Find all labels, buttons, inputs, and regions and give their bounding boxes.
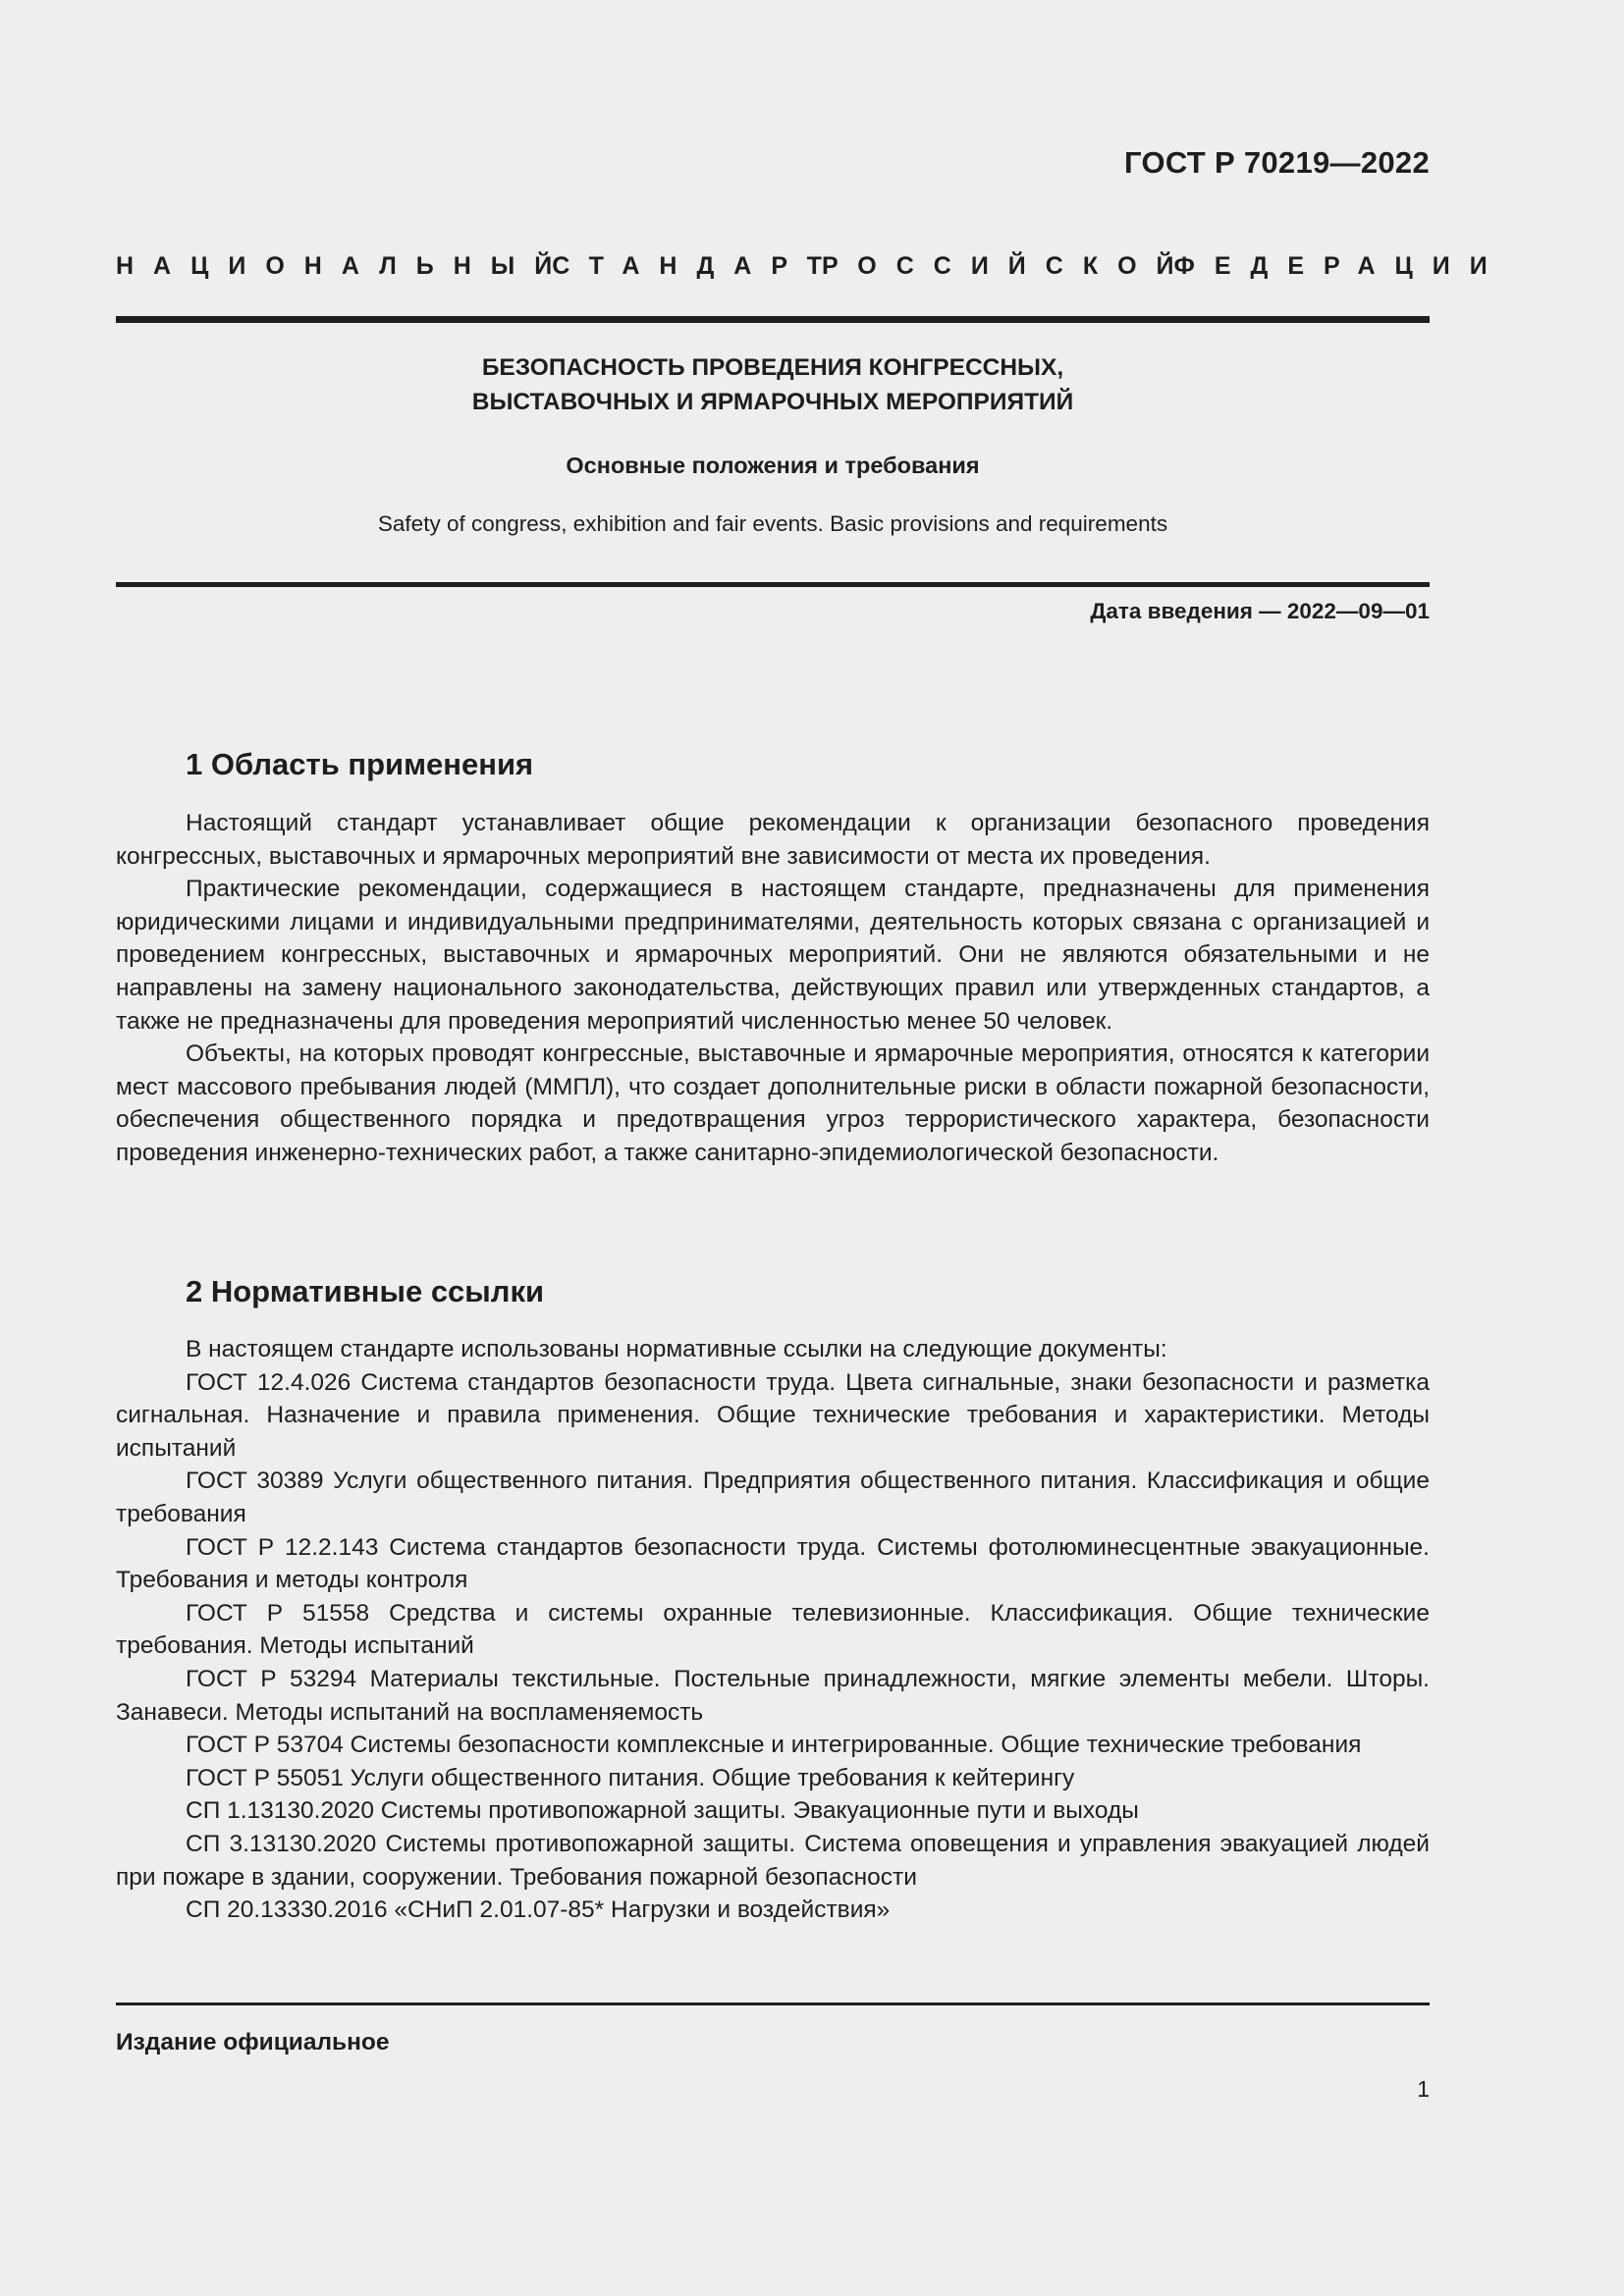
banner-word-federation: ФЕДЕРАЦИИ	[1173, 252, 1507, 280]
official-edition-label: Издание официальное	[116, 2029, 390, 2056]
page-number: 1	[1417, 2076, 1430, 2102]
banner-word-national: НАЦИОНАЛЬНЫЙ	[116, 252, 572, 280]
document-title	[116, 350, 1430, 419]
banner-word-standard: СТАНДАРТ	[552, 252, 841, 280]
reference-item: ГОСТ 30389 Услуги общественного питания. Предприятия общественного питания. Классификация и общие требования	[116, 1468, 1430, 1527]
reference-item: ГОСТ Р 53704 Системы безопасности комплексные и интегрированные. Общие технические требования	[186, 1732, 1362, 1759]
section-body-scope	[116, 807, 1430, 1170]
section-heading-normative-references: 2 Нормативные ссылки	[186, 1274, 545, 1308]
reference-item: ГОСТ Р 53294 Материалы текстильные. Постельные принадлежности, мягкие элементы мебели. Шторы. Занавеси. Методы испытаний на воспламеняемость	[116, 1665, 1430, 1726]
paragraph: Настоящий стандарт устанавливает общие рекомендации к организации безопасного проведения конгрессных, выставочных и ярмарочных мероприятий вне зависимости от места их проведения.	[116, 810, 1430, 870]
introduction-date: Дата введения — 2022—09—01	[1090, 599, 1430, 623]
paragraph: Практические рекомендации, содержащиеся в настоящем стандарте, предназначены для применения юридическими лицами и индивидуальными предпринимателями, деятельность которых связана с организацией и проведением конгрессных, выставочных и ярмарочных мероприятий. Они не являются обязательными и не направлены на замену национального законодательства, действующих правил или утвержденных стандартов, а также не предназначены для проведения мероприятий численностью менее 50 человек.	[116, 876, 1430, 1035]
reference-item: ГОСТ Р 51558 Средства и системы охранные телевизионные. Классификация. Общие технические требования. Методы испытаний	[116, 1599, 1430, 1660]
title-line-2: ВЫСТАВОЧНЫХ И ЯРМАРОЧНЫХ МЕРОПРИЯТИЙ	[471, 389, 1074, 415]
reference-item: ГОСТ 12.4.026 Система стандартов безопасности труда. Цвета сигнальные, знаки безопасности и разметка сигнальная. Назначение и правила применения. Общие технические требования и характеристики. Методы испытаний	[116, 1368, 1430, 1462]
reference-item: СП 20.13330.2016 «СНиП 2.01.07-85* Нагрузки и воздействия»	[186, 1896, 891, 1924]
national-standard-banner	[116, 252, 1507, 281]
section-heading-scope: 1 Область применения	[186, 747, 534, 781]
reference-item: ГОСТ Р 55051 Услуги общественного питания. Общие требования к кейтерингу	[186, 1764, 1075, 1791]
title-line-1: БЕЗОПАСНОСТЬ ПРОВЕДЕНИЯ КОНГРЕССНЫХ,	[481, 354, 1064, 381]
standard-number: ГОСТ Р 70219—2022	[1124, 145, 1430, 180]
document-subtitle: Основные положения и требования	[566, 453, 980, 478]
reference-item: СП 1.13130.2020 Системы противопожарной защиты. Эвакуационные пути и выходы	[186, 1797, 1139, 1825]
title-divider	[116, 582, 1430, 587]
paragraph: В настоящем стандарте использованы нормативные ссылки на следующие документы:	[186, 1336, 1167, 1362]
banner-word-russian: РОССИЙСКОЙ	[821, 252, 1194, 280]
reference-item: ГОСТ Р 12.2.143 Система стандартов безопасности труда. Системы фотолюминесцентные эвакуационные. Требования и методы контроля	[116, 1533, 1430, 1594]
section-body-normative-references	[116, 1333, 1430, 1927]
paragraph: Объекты, на которых проводят конгрессные, выставочные и ярмарочные мероприятия, относятся к категории мест массового пребывания людей (ММПЛ), что создает дополнительные риски в области пожарной безопасности, обеспечения общественного порядка и предотвращения угроз террористического характера, безопасности проведения инженерно-технических работ, а также санитарно-эпидемиологической безопасности.	[116, 1041, 1430, 1166]
reference-item: СП 3.13130.2020 Системы противопожарной защиты. Система оповещения и управления эвакуацией людей при пожаре в здании, сооружении. Требования пожарной безопасности	[116, 1830, 1430, 1891]
header-divider	[116, 316, 1430, 323]
english-title: Safety of congress, exhibition and fair events. Basic provisions and requirements	[377, 511, 1168, 536]
footer-divider	[116, 2002, 1430, 2005]
document-page	[116, 0, 1507, 2296]
